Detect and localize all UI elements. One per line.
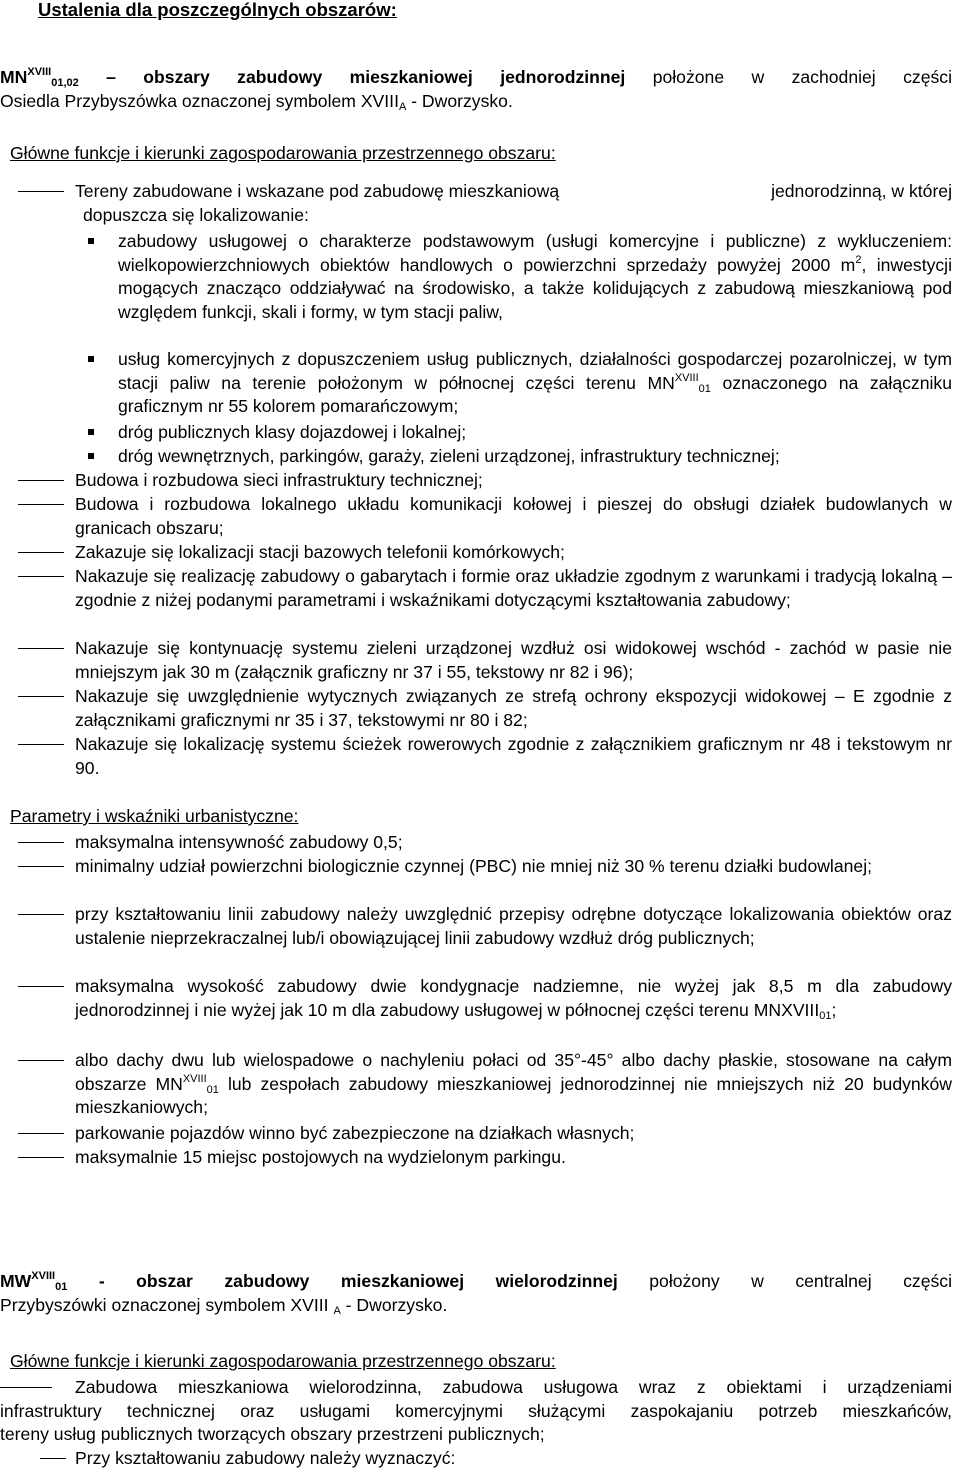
dash-marker <box>18 914 64 915</box>
mn-item-3-text: Zakazuje się lokalizacji stacji bazowych telefonii komórkowych; <box>75 542 565 562</box>
mn-param-4-a: maksymalna wysokość zabudowy dwie kondygnacje nadziemne, nie wyżej jak 8,5 m dla zabudowy jednorodzinnej i nie wyżej jak 10 m dla zabudowy usługowej w północnej części terenu MNXVIII <box>75 976 952 1020</box>
square-bullet-icon <box>88 238 94 244</box>
dash-marker <box>18 504 64 505</box>
mn-desc: położone w zachodniej części <box>625 67 952 87</box>
mw-line2-sub: A <box>333 1304 341 1317</box>
mn-item-2-text: Budowa i rozbudowa lokalnego układu komunikacji kołowej i pieszej do obsługi działek budowlanych w granicach obszaru; <box>75 494 952 538</box>
mw-item-1-text: Przy kształtowaniu zabudowy należy wyznaczyć: <box>75 1448 456 1468</box>
mn-functions-heading <box>10 142 960 166</box>
mn-param-4-b: ; <box>831 999 837 1020</box>
mn-intro-item <box>0 180 952 227</box>
mn-item-6-text: Nakazuje się uwzględnienie wytycznych związanych ze strefą ochrony ekspozycji widokowej – E zgodnie z załącznikami graficznymi nr 35 i 37, tekstowymi nr 80 i 82; <box>75 686 952 730</box>
mn-intro-c: dopuszcza się lokalizowanie: <box>83 204 309 225</box>
mn-subitem-1-a: zabudowy usługowej o charakterze podstawowym (usługi komercyjne i publiczne) z wykluczeniem: wielkopowierzchniowych obiektów handlowych o powierzchni sprzedaży powyżej 2000 m <box>118 231 952 275</box>
mw-symbol: MW <box>0 1271 32 1291</box>
mn-symbol: MN <box>0 67 28 87</box>
mn-param-3 <box>0 903 952 950</box>
mn-param-6 <box>0 1122 952 1146</box>
mn-item-3 <box>0 541 952 565</box>
mn-param-4 <box>0 975 952 1022</box>
mn-subitem-3-text: dróg publicznych klasy dojazdowej i lokalnej; <box>118 422 467 442</box>
mw-symbol-sub: 01 <box>55 1281 68 1293</box>
mn-item-5 <box>0 637 952 684</box>
mn-symbol-sup: XVIII <box>27 66 52 78</box>
dash-marker <box>18 1060 64 1061</box>
mn-item-4-text: Nakazuje się realizację zabudowy o gabarytach i formie oraz układzie zgodnym z warunkami i tradycją lokalną – zgodnie z niżej podanymi parametrami i wskaźnikami dotyczącymi kształtowania zabudowy; <box>75 566 952 610</box>
mw-item-1 <box>0 1447 952 1471</box>
mw-paragraph <box>0 1376 952 1447</box>
mn-param-5-sup: XVIII <box>182 1072 207 1085</box>
mn-param-1 <box>0 831 952 855</box>
mw-functions-heading <box>10 1350 960 1374</box>
mn-item-7-text: Nakazuje się lokalizację systemu ścieżek rowerowych zgodnie z załącznikiem graficznym nr 48 i tekstowym nr 90. <box>75 734 952 778</box>
mn-param-5-b: lub zespołach zabudowy mieszkaniowej jednorodzinnej nie mniejszych niż 20 budynków mieszkaniowych; <box>75 1073 952 1117</box>
mn-param-6-text: parkowanie pojazdów winno być zabezpieczone na działkach własnych; <box>75 1123 635 1143</box>
mn-subitem-2-a: usług komercyjnych z dopuszczeniem usług publicznych, działalności gospodarczej pozarolniczej, w tym stacji paliw na terenie położonym w północnej części terenu MN <box>118 349 952 393</box>
square-bullet-icon <box>88 429 94 435</box>
mn-subitem-2-sup: XVIII <box>674 371 699 384</box>
mn-param-5-sub: 01 <box>206 1083 219 1096</box>
mw-title: - obszar zabudowy mieszkaniowej wielorodzinnej <box>67 1271 618 1291</box>
mw-para-c: tereny usług publicznych tworzących obszary przestrzeni publicznych; <box>0 1424 545 1444</box>
mw-desc: położony w centralnej części <box>617 1271 952 1291</box>
mn-param-2 <box>0 855 952 879</box>
mn-desc-line2: Osiedla Przybyszówka oznaczonej symbolem XVIII <box>0 90 399 111</box>
mn-subitem-1 <box>85 230 952 324</box>
mw-heading <box>0 1270 952 1317</box>
mn-item-1-text: Budowa i rozbudowa sieci infrastruktury technicznej; <box>75 470 483 490</box>
mn-title: – obszary zabudowy mieszkaniowej jednorodzinnej <box>78 67 626 87</box>
mw-line2-end: - Dworzysko. <box>340 1294 448 1315</box>
mn-params-heading-text: Parametry i wskaźniki urbanistyczne: <box>10 806 299 826</box>
mn-param-2-text: minimalny udział powierzchni biologicznie czynnej (PBC) nie mniej niż 30 % terenu działki budowlanej; <box>75 856 872 876</box>
mn-param-3-text: przy kształtowaniu linii zabudowy należy uwzględnić przepisy odrębne dotyczące lokalizowania obiektów oraz ustalenie nieprzekraczalnej lub/i obowiązującej linii zabudowy wzdłuż dróg publicznych; <box>75 904 952 948</box>
mn-item-7 <box>0 733 952 780</box>
dash-marker <box>18 191 64 192</box>
mn-line2-end: - Dworzysko. <box>406 90 513 111</box>
mw-desc-line2: Przybyszówki oznaczonej symbolem XVIII <box>0 1294 334 1315</box>
mw-para-b: infrastruktury technicznej oraz usługami komercyjnymi służącymi zaspokajaniu potrzeb mieszkańców, <box>0 1400 952 1421</box>
mn-symbol-sub: 01,02 <box>51 77 79 89</box>
mn-param-7 <box>0 1146 952 1170</box>
dash-marker <box>18 1157 64 1158</box>
mn-subitem-2-sub: 01 <box>698 382 711 395</box>
dash-marker <box>18 744 64 745</box>
mn-intro-a: Tereny zabudowane i wskazane pod zabudowę mieszkaniową <box>75 181 560 201</box>
mn-param-7-text: maksymalnie 15 miejsc postojowych na wydzielonym parkingu. <box>75 1147 566 1167</box>
dash-marker <box>18 986 64 987</box>
mn-param-4-sub: 01 <box>819 1009 832 1022</box>
mn-subitem-4-text: dróg wewnętrznych, parkingów, garaży, zieleni urządzonej, infrastruktury technicznej; <box>118 446 780 466</box>
dash-marker <box>18 648 64 649</box>
mw-functions-heading-text: Główne funkcje i kierunki zagospodarowania przestrzennego obszaru: <box>10 1351 556 1371</box>
dash-marker <box>18 696 64 697</box>
dash-marker <box>0 1387 52 1388</box>
dash-marker <box>18 842 64 843</box>
dash-marker <box>40 1458 66 1459</box>
mw-para-a: Zabudowa mieszkaniowa wielorodzinna, zabudowa usługowa wraz z obiektami i urządzeniami <box>75 1377 952 1397</box>
mn-line2-sub: A <box>398 100 407 113</box>
mn-param-1-text: maksymalna intensywność zabudowy 0,5; <box>75 832 403 852</box>
mn-item-4 <box>0 565 952 612</box>
mn-heading <box>0 66 952 113</box>
section-title: Ustalenia dla poszczególnych obszarów: <box>38 0 397 20</box>
mn-item-5-text: Nakazuje się kontynuację systemu zieleni urządzonej wzdłuż osi widokowej wschód - zachód w pasie nie mniejszym jak 30 m (załącznik graficzny nr 37 i 55, tekstowy nr 82 i 96); <box>75 638 952 682</box>
dash-marker <box>18 480 64 481</box>
square-bullet-icon <box>88 453 94 459</box>
mn-subitem-3 <box>85 421 952 445</box>
mn-item-2 <box>0 493 952 540</box>
mn-item-1 <box>0 469 952 493</box>
dash-marker <box>18 576 64 577</box>
mn-subitem-1-b: , inwestycji mogących znacząco oddziaływać na środowisko, a także kolidujących z zabudową mieszkaniową pod względem funkcji, skali i formy, w tym stacji paliw, <box>118 254 952 322</box>
mn-param-5 <box>0 1049 952 1120</box>
dash-marker <box>18 1133 64 1134</box>
mn-intro-b: jednorodzinną, w której <box>771 181 952 201</box>
square-bullet-icon <box>88 356 94 362</box>
mw-symbol-sup: XVIII <box>31 1270 56 1282</box>
mn-param-5-a: albo dachy dwu lub wielospadowe o nachyleniu połaci od 35°-45° albo dachy płaskie, stosowane na całym obszarze MN <box>75 1050 952 1094</box>
mn-functions-heading-text: Główne funkcje i kierunki zagospodarowania przestrzennego obszaru: <box>10 143 556 163</box>
mn-params-heading <box>10 805 960 829</box>
mn-item-6 <box>0 685 952 732</box>
mn-subitem-2-b: oznaczonego na załączniku graficznym nr 55 kolorem pomarańczowym; <box>118 372 952 416</box>
mn-subitem-1-sup: 2 <box>855 253 862 266</box>
mn-subitem-4 <box>85 445 952 469</box>
dash-marker <box>18 866 64 867</box>
mn-subitem-2 <box>85 348 952 419</box>
dash-marker <box>18 552 64 553</box>
